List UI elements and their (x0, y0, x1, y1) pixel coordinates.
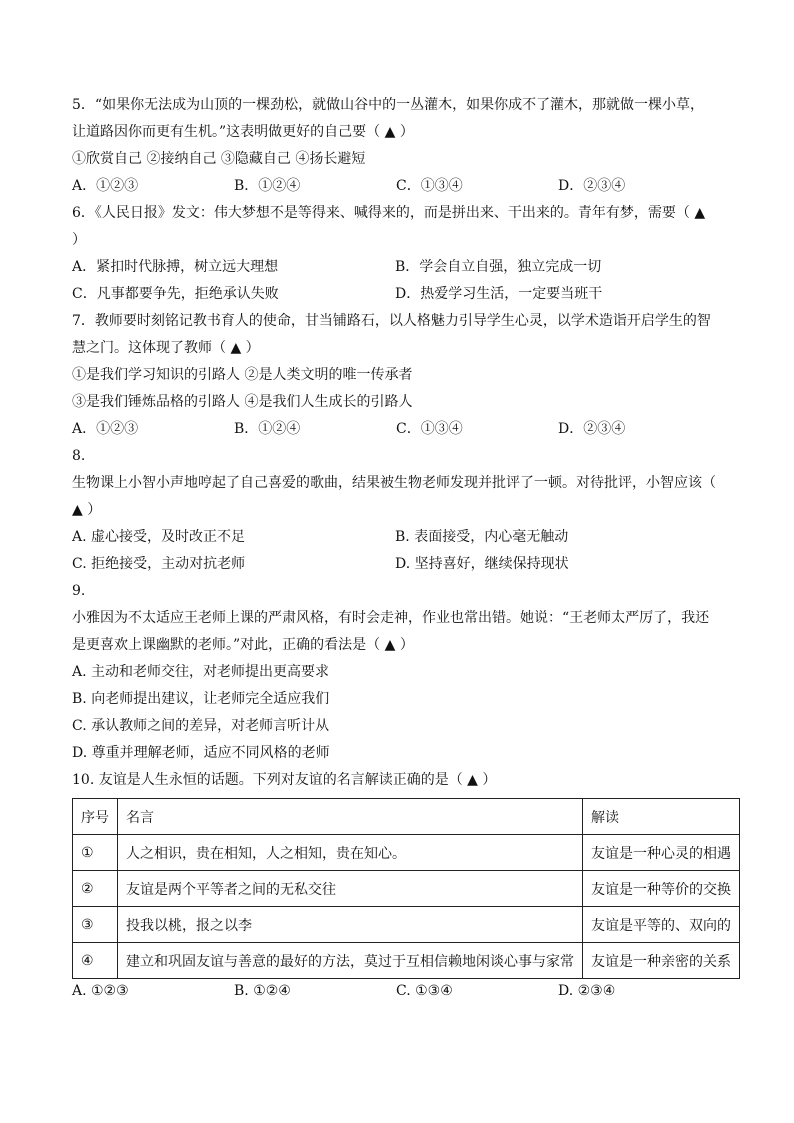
row-interpretation: 友谊是平等的、双向的 (583, 907, 740, 943)
q8-stem-line-2: ▲ ） (72, 502, 102, 518)
q8-stem-line-1: 生物课上小智小声地哼起了自己喜爱的歌曲，结果被生物老师发现并批评了一顿。对待批评，小智应该（ (72, 475, 716, 491)
question-9 (72, 578, 738, 767)
q5-stem-line-2: 让道路因你而更有生机。”这表明做更好的自己要（ ▲ ） (72, 124, 414, 140)
q9-stem-line-2: 是更喜欢上课幽默的老师。”对此，正确的看法是（ ▲ ） (72, 637, 414, 653)
question-5 (72, 92, 738, 200)
quote-table (72, 798, 740, 979)
q7-stem-line-2: 慧之门。这体现了教师（ ▲ ） (72, 340, 260, 356)
q10-option-b[interactable]: B. ①②④ (234, 983, 291, 999)
q7-items-2: ③是我们锤炼品格的引路人 ④是我们人生成长的引路人 (72, 394, 413, 410)
row-number: ③ (73, 907, 118, 943)
header-interpretation: 解读 (583, 799, 740, 835)
q9-number: 9. (72, 583, 86, 599)
q6-option-d[interactable]: D．热爱学习生活，一定要当班干 (395, 286, 603, 302)
q7-option-c[interactable]: C．①③④ (396, 421, 463, 437)
q9-option-d[interactable]: D. 尊重并理解老师，适应不同风格的老师 (72, 745, 330, 761)
q7-option-b[interactable]: B．①②④ (234, 421, 301, 437)
row-quote: 投我以桃，报之以李 (118, 907, 583, 943)
q10-stem: 10. 友谊是人生永恒的话题。下列对友谊的名言解读正确的是（ ▲ ） (72, 772, 497, 788)
question-10 (72, 767, 738, 1003)
q6-options-row-1 (72, 254, 738, 281)
question-6 (72, 200, 738, 308)
q5-option-d[interactable]: D．②③④ (558, 178, 626, 194)
q7-items-1: ①是我们学习知识的引路人 ②是人类文明的唯一传承者 (72, 367, 413, 383)
table-row (73, 943, 740, 979)
row-quote: 友谊是两个平等者之间的无私交往 (118, 871, 583, 907)
table-row (73, 907, 740, 943)
row-interpretation: 友谊是一种亲密的关系 (583, 943, 740, 979)
q10-option-c[interactable]: C. ①③④ (396, 983, 453, 999)
row-interpretation: 友谊是一种心灵的相遇 (583, 835, 740, 871)
q7-option-a[interactable]: A．①②③ (72, 421, 139, 437)
q8-option-a[interactable]: A. 虚心接受，及时改正不足 (72, 529, 246, 545)
q5-option-c[interactable]: C．①③④ (396, 178, 463, 194)
q10-option-a[interactable]: A. ①②③ (72, 983, 129, 999)
q8-option-b[interactable]: B. 表面接受，内心毫无触动 (395, 529, 569, 545)
q8-options-row-1 (72, 524, 738, 551)
header-number: 序号 (73, 799, 118, 835)
q10-option-d[interactable]: D. ②③④ (558, 983, 616, 999)
q8-options-row-2 (72, 551, 738, 578)
q5-stem-line-1: 5．“如果你无法成为山顶的一棵劲松，就做山谷中的一丛灌木，如果你成不了灌木，那就做一棵小草， (72, 97, 705, 113)
q6-option-b[interactable]: B．学会自立自强，独立完成一切 (395, 259, 602, 275)
q6-option-a[interactable]: A．紧扣时代脉搏，树立远大理想 (72, 259, 279, 275)
exam-page (72, 92, 738, 1003)
q5-option-b[interactable]: B．①②④ (234, 178, 301, 194)
header-quote: 名言 (118, 799, 583, 835)
q6-options-row-2 (72, 281, 738, 308)
row-number: ① (73, 835, 118, 871)
q8-option-c[interactable]: C. 拒绝接受，主动对抗老师 (72, 556, 246, 572)
q6-stem-line-1: 6．《人民日报》发文：伟大梦想不是等得来、喊得来的，而是拼出来、干出来的。青年有梦，需要（ ▲ (72, 205, 706, 221)
q6-stem-line-2: ） (72, 232, 86, 248)
q9-stem-line-1: 小雅因为不太适应王老师上课的严肃风格，有时会走神，作业也常出错。她说：“王老师太严厉了，我还 (72, 610, 710, 626)
q9-option-b[interactable]: B. 向老师提出建议，让老师完全适应我们 (72, 691, 330, 707)
q9-option-c[interactable]: C. 承认教师之间的差异，对老师言听计从 (72, 718, 330, 734)
row-quote: 人之相识，贵在相知，人之相知，贵在知心。 (118, 835, 583, 871)
row-number: ② (73, 871, 118, 907)
row-number: ④ (73, 943, 118, 979)
q6-option-c[interactable]: C．凡事都要争先，拒绝承认失败 (72, 286, 279, 302)
q10-options (72, 979, 738, 1003)
question-7 (72, 308, 738, 443)
q8-number: 8. (72, 448, 86, 464)
q9-option-a[interactable]: A. 主动和老师交往，对老师提出更高要求 (72, 664, 330, 680)
table-header-row (73, 799, 740, 835)
q5-options (72, 173, 738, 200)
question-8 (72, 443, 738, 578)
q8-option-d[interactable]: D. 坚持喜好，继续保持现状 (395, 556, 569, 572)
q5-items: ①欣赏自己 ②接纳自己 ③隐藏自己 ④扬长避短 (72, 151, 366, 167)
table-row (73, 871, 740, 907)
row-quote: 建立和巩固友谊与善意的最好的方法，莫过于互相信赖地闲谈心事与家常 (118, 943, 583, 979)
q7-option-d[interactable]: D．②③④ (558, 421, 626, 437)
q7-stem-line-1: 7．教师要时刻铭记教书育人的使命，甘当铺路石，以人格魅力引导学生心灵，以学术造诣开启学生的智 (72, 313, 711, 329)
q7-options (72, 416, 738, 443)
table-row (73, 835, 740, 871)
row-interpretation: 友谊是一种等价的交换 (583, 871, 740, 907)
q5-option-a[interactable]: A．①②③ (72, 178, 139, 194)
